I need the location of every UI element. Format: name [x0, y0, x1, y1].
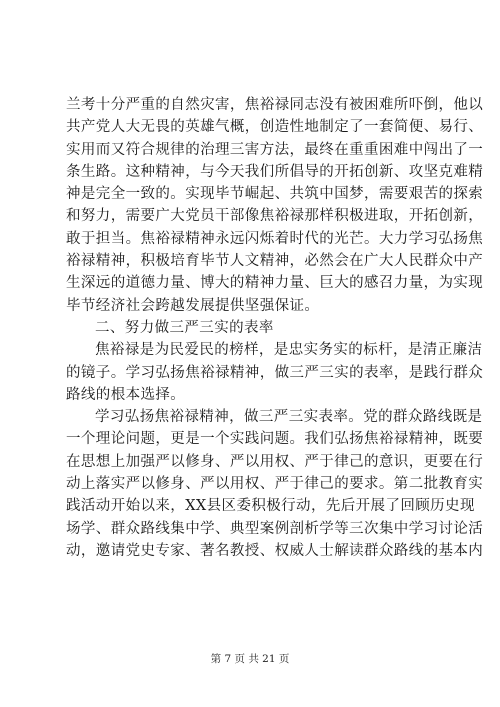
text-line: 实用而又符合规律的治理三害方法，最终在重重困难中闯出了一 [66, 141, 484, 158]
text-line: 动上落实严以修身、严以用权、严于律己的要求。第二批教育实 [66, 476, 484, 493]
text-line: 毕节经济社会跨越发展提供坚强保证。 [66, 297, 320, 314]
text-line: 路线的根本选择。 [66, 386, 186, 403]
text-line: 和努力，需要广大党员干部像焦裕禄那样积极进取，开拓创新， [66, 208, 484, 225]
text-line: 生深远的道德力量、博大的精神力量、巨大的感召力量，为实现 [66, 275, 484, 292]
text-line: 共产党人大无畏的英雄气概，创造性地制定了一套简便、易行、 [66, 119, 484, 136]
text-line: 动，邀请党史专家、著名教授、权威人士解读群众路线的基本内 [66, 542, 484, 559]
text-line: 的镜子。学习弘扬焦裕禄精神，做三严三实的表率，是践行群众 [66, 364, 484, 381]
text-line: 学习弘扬焦裕禄精神，做三严三实表率。党的群众路线既是 [95, 409, 483, 426]
text-line: 条生路。这种精神，与今天我们所倡导的开拓创新、攻坚克难精 [66, 163, 484, 180]
page-footer: 第 7 页 共 21 页 [210, 653, 290, 665]
text-line: 兰考十分严重的自然灾害，焦裕禄同志没有被困难所吓倒，他以 [66, 97, 484, 113]
text-line: 焦裕禄是为民爱民的榜样，是忠实务实的标杆，是清正廉洁 [95, 342, 483, 359]
text-line: 一个理论问题，更是一个实践问题。我们弘扬焦裕禄精神，既要 [66, 431, 484, 448]
text-line: 裕禄精神，积极培育毕节人文精神，必然会在广大人民群众中产 [66, 253, 484, 270]
text-line: 场学、群众路线集中学、典型案例剖析学等三次集中学习讨论活 [66, 520, 484, 537]
text-line: 践活动开始以来，XX县区委积极行动，先后开展了回顾历史现 [66, 498, 475, 515]
text-line: 在思想上加强严以修身、严以用权、严于律己的意识，更要在行 [66, 453, 484, 470]
text-line: 敢于担当。焦裕禄精神永远闪烁着时代的光芒。大力学习弘扬焦 [66, 230, 484, 247]
section-heading: 二、努力做三严三实的表率 [95, 319, 274, 336]
text-line: 神是完全一致的。实现毕节崛起、共筑中国梦，需要艰苦的探索 [66, 186, 484, 203]
body-text [66, 94, 484, 562]
